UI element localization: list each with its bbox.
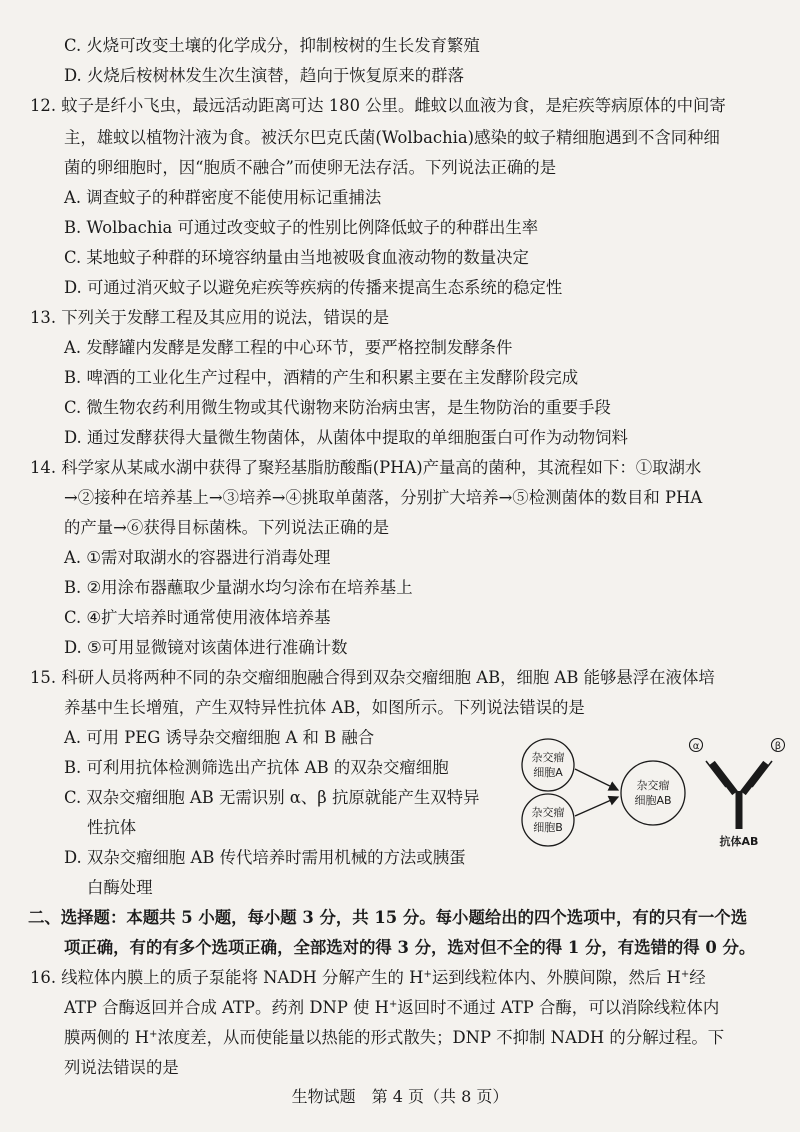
arrow-b-to-ab (575, 797, 618, 816)
question-16-line2: ATP 合酶返回并合成 ATP。药剂 DNP 使 H+返回时不通过 ATP 合酶，可以消除线粒体内 (64, 998, 720, 1017)
question-16-line4: 列说法错误的是 (64, 1058, 179, 1077)
arrow-a-to-ab (575, 769, 618, 790)
question-12-line2: 主，雄蚊以植物汁液为食。被沃尔巴克氏菌(Wolbachia)感染的蚊子精细胞遇到不含同种细 (64, 128, 720, 147)
option-11d: D. 火烧后桉树林发生次生演替，趋向于恢复原来的群落 (64, 66, 464, 85)
cell-a-label-1: 杂交瘤 (531, 751, 565, 764)
option-12b: B. Wolbachia 可通过改变蚊子的性别比例降低蚊子的种群出生率 (64, 218, 539, 237)
option-12c: C. 某地蚊子种群的环境容纳量由当地被吸食血液动物的数量决定 (64, 248, 529, 267)
section-two-heading-cont: 项正确，有的有多个选项正确，全部选对的得 3 分，选对但不全的得 1 分，有选错的得 0 分。 (64, 938, 756, 957)
option-11c: C. 火烧可改变土壤的化学成分，抑制桉树的生长发育繁殖 (64, 36, 480, 55)
antibody-ab-label: 抗体AB (719, 835, 759, 848)
question-14-line3: 的产量→⑥获得目标菌株。下列说法正确的是 (64, 518, 390, 537)
option-13d: D. 通过发酵获得大量微生物菌体，从菌体中提取的单细胞蛋白可作为动物饲料 (64, 428, 628, 447)
question-16-line3: 膜两侧的 H+浓度差，从而使能量以热能的形式散失；DNP 不抑制 NADH 的分解过程。下 (64, 1028, 725, 1047)
option-12d: D. 可通过消灭蚊子以避免疟疾等疾病的传播来提高生态系统的稳定性 (64, 278, 563, 297)
option-14a: A. ①需对取湖水的容器进行消毒处理 (64, 548, 331, 567)
question-12-line1: 12. 蚊子是纤小飞虫，最远活动距离可达 180 公里。雌蚊以血液为食，是疟疾等病原体的中间寄 (30, 96, 726, 115)
option-15c-cont: 性抗体 (87, 818, 137, 837)
cell-b-circle (522, 794, 574, 846)
option-15c: C. 双杂交瘤细胞 AB 无需识别 α、β 抗原就能产生双特异 (64, 788, 480, 807)
cell-a-label-2: 细胞A (533, 766, 563, 779)
option-15a: A. 可用 PEG 诱导杂交瘤细胞 A 和 B 融合 (64, 728, 375, 747)
cell-ab-label-2: 细胞AB (634, 794, 672, 807)
question-15-line2: 养基中生长增殖，产生双特异性抗体 AB，如图所示。下列说法错误的是 (64, 698, 585, 717)
section-two-heading: 二、选择题：本题共 5 小题，每小题 3 分，共 15 分。每小题给出的四个选项中，有的只有一个选 (28, 908, 748, 927)
option-15d: D. 双杂交瘤细胞 AB 传代培养时需用机械的方法或胰蛋 (64, 848, 466, 867)
page-footer: 生物试题 第 4 页（共 8 页） (291, 1087, 509, 1106)
option-14b: B. ②用涂布器蘸取少量湖水均匀涂布在培养基上 (64, 578, 413, 597)
cell-a-circle (522, 739, 574, 791)
antibody-ab-icon (690, 739, 785, 830)
option-15b: B. 可利用抗体检测筛选出产抗体 AB 的双杂交瘤细胞 (64, 758, 449, 777)
alpha-label: α (692, 741, 700, 752)
question-14-line2: →②接种在培养基上→③培养→④挑取单菌落，分别扩大培养→⑤检测菌体的数目和 PHA (64, 488, 703, 507)
cell-ab-circle (621, 761, 685, 825)
cell-b-label-2: 细胞B (533, 821, 563, 834)
option-13b: B. 啤酒的工业化生产过程中，酒精的产生和积累主要在主发酵阶段完成 (64, 368, 579, 387)
question-16-line1: 16. 线粒体内膜上的质子泵能将 NADH 分解产生的 H+运到线粒体内、外膜间隙，然后 H+经 (30, 968, 706, 987)
option-13a: A. 发酵罐内发酵是发酵工程的中心环节，要严格控制发酵条件 (64, 338, 513, 357)
question-13: 13. 下列关于发酵工程及其应用的说法，错误的是 (30, 308, 390, 327)
question-15-line1: 15. 科研人员将两种不同的杂交瘤细胞融合得到双杂交瘤细胞 AB，细胞 AB 能够悬浮在液体培 (30, 668, 715, 687)
option-12a: A. 调查蚊子的种群密度不能使用标记重捕法 (64, 188, 382, 207)
option-15d-cont: 白酶处理 (87, 878, 153, 897)
question-12-line3: 菌的卵细胞时，因“胞质不融合”而使卵无法存活。下列说法正确的是 (64, 158, 557, 177)
question-14-line1: 14. 科学家从某咸水湖中获得了聚羟基脂肪酸酯(PHA)产量高的菌种，其流程如下：①取湖水 (30, 458, 702, 477)
beta-label: β (774, 741, 782, 752)
hybridoma-fusion-diagram (515, 735, 785, 850)
option-14d: D. ⑤可用显微镜对该菌体进行准确计数 (64, 638, 348, 657)
option-14c: C. ④扩大培养时通常使用液体培养基 (64, 608, 331, 627)
cell-b-label-1: 杂交瘤 (531, 806, 565, 819)
cell-ab-label-1: 杂交瘤 (636, 779, 670, 792)
option-13c: C. 微生物农药利用微生物或其代谢物来防治病虫害，是生物防治的重要手段 (64, 398, 611, 417)
